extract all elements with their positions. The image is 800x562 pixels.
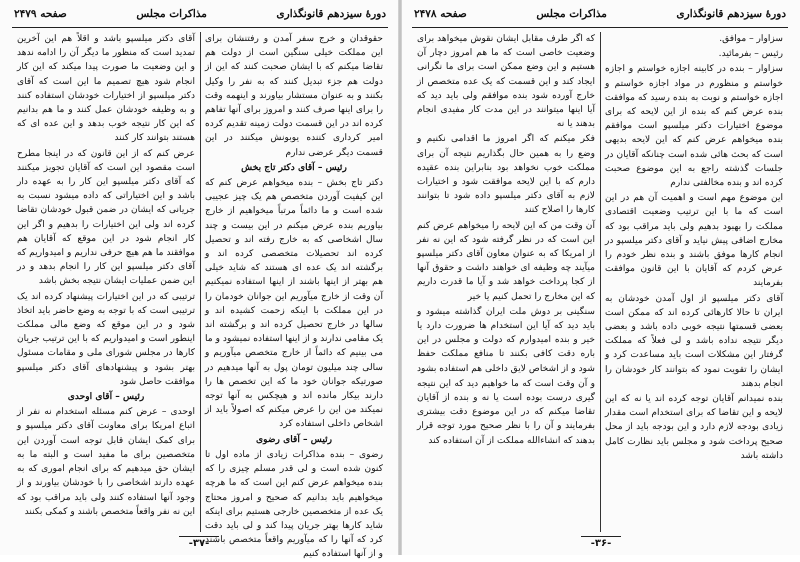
speaker-line: رئیس – آقای دکتر تاج بخش: [241, 161, 347, 173]
journal-title: مذاکرات مجلس: [136, 8, 207, 20]
paragraph: آن وقت من که این لایحه را میخواهم عرض کنم این است که در نظر گرفته شود که این نه نفر از امریکا که به عنوان معاون آقای دکتر میلسپو میآیند چه وظیفه ای خواهند داشت و حقوق آنها از کجا پرداخت خواهد شد و آیا ما قدرت داریم که این مخارج را تحمل کنیم یا خیر: [417, 220, 595, 302]
speaker-line: رئیس – آقای اوحدی: [67, 391, 145, 403]
paragraph: سزاوار – موافق.: [719, 34, 783, 44]
left-page-header: [12, 8, 388, 28]
text-column-left: [412, 32, 600, 542]
paragraph: رئیس – بفرمائید.: [718, 49, 783, 60]
paragraph: فکر میکنم که اگر امروز ما اقدامی نکنیم و وضع را به همین حال بگذاریم نتیجه آن برای مملکت خوب نخواهد بود بنابراین بنده عقیده دارم که با این لایحه موافقت شود و اختیارات لازم به آقای دکتر میلسپو داده شود تا بتوانند کارها را اصلاح کنند: [417, 134, 595, 216]
right-page: [402, 0, 800, 555]
text-column-left: [12, 32, 200, 542]
session-title: دورهٔ سیزدهم قانونگذاری: [276, 8, 386, 20]
column-divider: [600, 32, 601, 532]
text-column-right: [600, 32, 788, 542]
page-label: صفحه ۲۴۷۹: [14, 8, 67, 20]
page-number: -۳۷-: [0, 536, 398, 549]
paragraph: این موضوع مهم است و اهمیت آن هم در این است که ما با این ترتیب وضعیت اقتصادی مملکت را بهبود بدهیم ولی باید مراقب بود که مخارج اضافی پیش نیاید و آقای دکتر میلسپو در انجام کارها موفق باشند و بنده نظر خودم را عرض کردم که آقایان با این قانون موافقت بفرمایند: [605, 193, 783, 289]
right-page-columns: [412, 32, 788, 542]
paragraph: دکتر تاج بخش – بنده میخواهم عرض کنم که این کیفیت آوردن متخصص هم یک چیز عجیبی شده است و ما دائماً مرتباً میخواهیم از خارج بیاوریم بنده عرض میکنم در این بیست و چند سال اشخاصی که به خارج رفته اند و تحصیل کرده اند تحصیلات متخصصی کرده اند و برگشته اند یک عده ای هستند که شاید خیلی هم بهتر از اینها باشند از اینها استفاده نمیکنیم آن وقت از خارج میآوریم این جوانان خودمان را در این مملکت با اینکه زحمت کشیده اند و سالها در خارج تحصیل کرده اند و برگشته اند یک مقامی ندارند و از اینها استفاده نمیشود و ما می بینیم که دائماً از خارج متخصص میآوریم و سالی چند میلیون تومان پول به آنها میدهیم در صورتیکه جوانان خود ما که این تخصص ها را دارند بیکار مانده اند و هیچکس به آنها توجه نمیکند من این را عرض میکنم که اصولاً باید از اشخاص داخلی استفاده کرد: [205, 178, 383, 430]
paragraph: اوحدی – عرض کنم مسئله استخدام نه نفر از اتباع امریکا برای معاونت آقای دکتر میلسپو و برای کمک ایشان قابل توجه است آوردن این متخصصین برای ما مفید است و البته ما به ایشان حق میدهیم که برای انجام اموری که به عهده دارند اشخاصی را با خودشان بیاورند و از وجود آنها استفاده کنند ولی باید مراقب بود که این نه نفر واقعاً متخصص باشند و کمکی بکنند: [17, 407, 195, 517]
paragraph: آقای دکتر میلسپو از اول آمدن خودشان به ایران تا حالا کارهائی کرده اند که ممکن است بعضی قسمتها نتیجه خوبی داده باشد و بعضی دیگر نتیجه نداده باشد و لی فعلاً که مملکت گرفتار این مشکلات است باید مساعدت کرد و ایشان را تقویت نمود که بتوانند کار خودشان را انجام بدهند: [605, 293, 783, 389]
paragraph: رضوی – بنده مذاکرات زیادی از ماده اول تا کنون شده است و لی قدر مسلم چیزی را که بنده میخواهم عرض کنم این است که ما هرچه میخواهیم باید بدانیم که صحیح و امروز محتاج یک عده از متخصصین خارجی هستیم برای اینکه شاید کارها بهتر جریان پیدا کند و لی باید دقت کرد که آنها را که میآوریم واقعاً متخصص باشند و از آنها استفاده کنیم: [205, 449, 383, 560]
paragraph: ترتیبی که در این اختیارات پیشنهاد کرده اند یک ترتیبی است که با توجه به وضع حاضر باید اتخاذ شود و در این موقع که وضع مالی مملکت اینطور است و امیدواریم که با این ترتیب جریان کارها در مجلس شورای ملی و مقامات مسئول بهتر بشود و پیشنهادهای آقای دکتر میلسپو موافقت حاصل شود: [17, 291, 195, 387]
paragraph: حقوقدان و خرج سفر آمدن و رفتنشان برای این مملکت خیلی سنگین است از دولت هم تقاضا میکنم که با ایشان صحبت کنند که این از دولت هم جزء تبدیل کنند که به نفر را وکیل بکنند و به عنوان مستشار بیاورند و اینهمه وقت را برای اینها صرف کنند و امروز برای آنها تفاهم کرده اند در این قسمت دولت زمینه تقدیم کرده امیر کرداری کننده یوبونش میکنند در این قسمت دیگر عرضی ندارم: [205, 34, 383, 158]
paragraph: سنگینی بر دوش ملت ایران گذاشته میشود و باید دید که آیا این استخدام ها ضرورت دارد یا خیر و بنده امیدوارم که دولت و مجلس در این باره دقت کافی بکنند تا منافع مملکت حفظ شود و از اشخاص لایق داخلی هم استفاده بشود: [417, 306, 595, 374]
column-divider: [200, 32, 201, 532]
paragraph: آقای دکتر میلسپو باشد و اقلاً هم این آخرین تمدید است که منظور ما دیگر آن را ادامه ندهد و این وضعیت ما صورت پیدا میکند که این کار انجام شود هیچ تصمیم ما این است که آقای دکتر میلسپو از اختیارات خودشان استفاده کنند و به وظیفه خودشان عمل کنند و ما هم بدانیم که این کار نتیجه خوب بدهد و این عده ای که هستند بتوانند کار کنند: [17, 34, 195, 144]
speaker-line: رئیس – آقای رضوی: [256, 433, 332, 445]
page-number: -۳۶-: [402, 536, 800, 549]
paragraph: سزاوار – بنده در کابینه اجازه خواستم و اجازه خواستم و منظورم در مواد اجازه خواستم و اجازه خواستم و نوبت به بنده رسید که موافقت بنده عرض کنم که بنده از این لایحه که برای موضوع اختیارات دکتر میلسپو است موافقم بنده میخواهم عرض کنم که این لایحه بدیهی است که بحث هائی شده است چنانکه آقایان در جلسات گذشته راجع به این موضوع صحبت کرده اند و بنده مخالفتی ندارم: [605, 64, 783, 189]
left-page: [0, 0, 398, 560]
paragraph: عرض کنم که از این قانون که در اینجا مطرح است مقصود این است که آقایان تجویز میکنند که آقای دکتر میلسپو این کار را به عهده دار باشد و این اختیاراتی که داده میشود نسبت به جریانی که ایشان در ضمن قبول خودشان تقاضا کرده اند ولی این اختیارات را بدهیم و اگر این کار انجام شود در این موقع که آقایان هم موافقند ما هم هیچ حرفی نداریم و امیدواریم که آقای دکتر میلسپو این کار را انجام بدهد و در این ضمن عملیات ایشان نتیجه بخش باشد: [17, 148, 195, 287]
paragraph: که اگر طرف مقابل ایشان نقوش میخواهد برای وضعیت خاصی است که ما هم امروز دچار آن هستیم و این وضع ممکن است برای ما نگرانی ایجاد کند و این قسمت که یک عده متخصص از خارج آورده شود بنده موافقم ولی باید دید که آیا اینها میتوانند در این مدت کار مفیدی انجام بدهند یا نه: [417, 34, 595, 130]
paragraph: بنده نمیدانم آقایان توجه کرده اند یا نه که این لایحه و این تقاضا که برای استخدام است مقدار زیادی بودجه لازم دارد و این بودجه باید از محل صحیح پرداخت شود و مجلس باید نظارت کامل داشته باشد: [605, 394, 783, 461]
right-page-header: [412, 8, 788, 28]
session-title: دورهٔ سیزدهم قانونگذاری: [676, 8, 786, 20]
page-label: صفحه ۲۴۷۸: [414, 8, 467, 20]
text-column-right: [200, 32, 388, 560]
paragraph: و آن وقت است که ما خواهیم دید که این نتیجه گیری درست بوده است یا نه و بنده از آقایان تقاضا میکنم که در این موضوع دقت بیشتری بفرمایند و آن را با نظر صحیح مورد توجه قرار بدهند که انشاءالله مملکت از آن استفاده کند: [417, 378, 595, 446]
journal-title: مذاکرات مجلس: [536, 8, 607, 20]
